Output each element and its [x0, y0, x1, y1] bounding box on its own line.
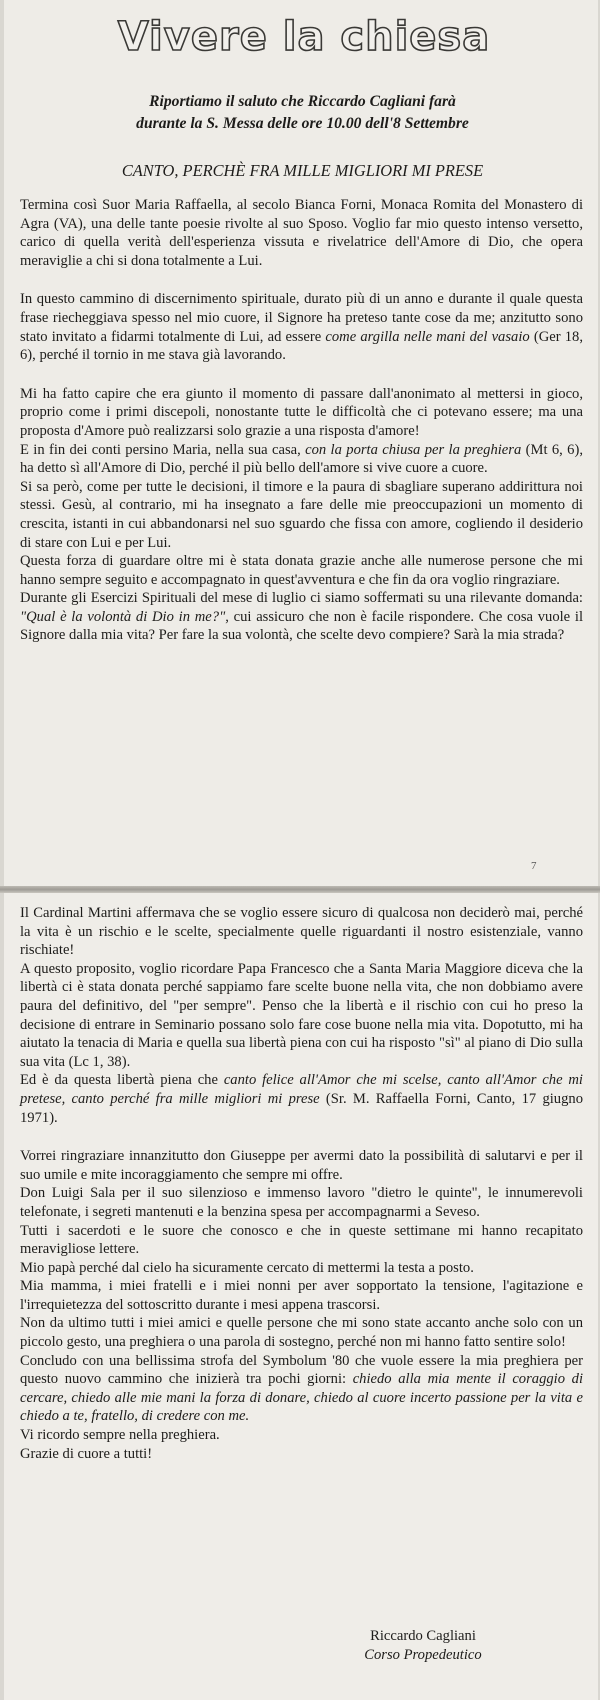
paragraph-2-quote: come argilla nelle mani del vasaio: [325, 328, 530, 345]
paragraph-10: [20, 1071, 583, 1127]
thanks-6: Non da ultimo tutti i miei amici e quelle persone che mi sono state accanto anche solo con un piccolo gesto, una preghiera o una parola di sostegno, perché non mi hanno fatto sentire solo!: [20, 1315, 583, 1351]
paragraph-2-text-end: (Ger 18, 6), perché il tornio in me stava già lavorando.: [20, 328, 583, 364]
page-number: 7: [531, 860, 537, 872]
paragraph-4-text: E in fin dei conti persino Maria, nella sua casa,: [20, 441, 306, 458]
article-top-body: [20, 196, 583, 645]
signature-role: Corso Propedeutico: [364, 1647, 482, 1663]
paragraph-10-quote: canto felice all'Amor che mi scelse, canto all'Amor che mi pretese, canto perché fra mille migliori mi prese: [20, 1072, 583, 1107]
article-title: CANTO, PERCHÈ FRA MILLE MIGLIORI MI PRESE: [121, 161, 484, 180]
paragraph-9: A questo proposito, voglio ricordare Papa Francesco che a Santa Maria Maggiore diceva che la libertà ci è stata donata perché sappiamo fare scelte buone nella vita, che non dobbiamo avere paura del definitivo, del "per sempre". Penso che la libertà e il rischio con cui ho preso la decisione di entrare in Seminario possano solo fare cose buone nella mia vita. Dopotutto, mi ha aiutato la tenacia di Maria e quella sua libertà piena con cui ha risposto "sì" al piano di Dio sulla sua vita (Lc 1, 38).: [20, 960, 583, 1070]
paragraph-10-text-end: (Sr. M. Raffaella Forni, Canto, 17 giugno 1971).: [20, 1090, 583, 1126]
paragraph-4: [20, 441, 583, 478]
paragraph-4-quote: con la porta chiusa per la preghiera: [305, 441, 522, 458]
paragraph-7-text-end: , cui assicuro che non è facile rispondere. Che cosa vuole il Signore dalla mia vita? Per fare la sua volontà, che scelte devo compiere? Sarà la mia strada?: [20, 608, 584, 644]
article-bottom-body: [20, 904, 583, 1463]
paragraph-8: Il Cardinal Martini affermava che se voglio essere sicuro di qualcosa non deciderò mai, perché la vita è un rischio e le scelte, specialmente quelle riguardanti il nostro esistenziale, vanno rischiate!: [20, 905, 583, 959]
intro-line-2: durante la S. Messa delle ore 10.00 dell'8 Settembre: [136, 115, 469, 132]
closing-line-2: Grazie di cuore a tutti!: [20, 1445, 153, 1462]
thanks-2: Don Luigi Sala per il suo silenzioso e immenso lavoro "dietro le quinte", le innumerevoli telefonate, i segreti mantenuti e la benzina spesa per accompagnarmi a Seveso.: [20, 1185, 583, 1220]
paragraph-7-quote: "Qual è la volontà di Dio in me?": [20, 608, 226, 625]
closing-paragraph: [20, 1352, 583, 1426]
intro-line-1: Riportiamo il saluto che Riccardo Cagliani farà: [149, 93, 456, 110]
paragraph-3: Mi ha fatto capire che era giunto il momento di passare dall'anonimato al mettersi in gioco, proprio come i primi discepoli, nonostante tutte le difficoltà che ci potevano essere; ma una proposta d'Amore può realizzarsi solo grazie a una risposta d'amore!: [20, 385, 583, 439]
paragraph-7-text: Durante gli Esercizi Spirituali del mese di luglio ci siamo soffermati su una rilevante domanda:: [20, 590, 583, 607]
paragraph-5: Si sa però, come per tutte le decisioni, il timore e la paura di sbagliare superano addirittura noi stessi. Gesù, al contrario, mi ha insegnato a fare delle mie preoccupazioni un momento di crescita, istanti in cui abbandonarsi nel suo sguardo che fissa con amore, cogliendo il desiderio di stare con Lui e per Lui.: [20, 478, 583, 551]
paragraph-1: Termina così Suor Maria Raffaella, al secolo Bianca Forni, Monaca Romita del Monastero di Agra (VA), una delle tante poesie rivolte al suo Sposo. Voglio far mio questo intenso versetto, carico di quella verità dell'esperienza vissuta e rivelatrice dell'Amore di Dio, che opera meraviglie a chi si dona totalmente a Lui.: [20, 197, 583, 269]
thanks-3: Tutti i sacerdoti e le suore che conosco e che in queste settimane mi hanno recapitato meravigliose lettere.: [20, 1222, 583, 1258]
signature: [338, 1627, 508, 1665]
thanks-1: Vorrei ringraziare innanzitutto don Giuseppe per avermi dato la possibilità di salutarvi e per il suo umile e mite incoraggiamento che sempre mi offre.: [20, 1148, 583, 1183]
thanks-4: Mio papà perché dal cielo ha sicuramente cercato di mettermi la testa a posto.: [20, 1259, 474, 1276]
symbolum-quote: chiedo alla mia mente il coraggio di cercare, chiedo alle mie mani la forza di donare, chiedo al cuore incerto passione per la vita e chiedo a te, fratello, di credere con me.: [20, 1371, 583, 1425]
signature-name: Riccardo Cagliani: [370, 1628, 476, 1644]
closing-line-1: Vi ricordo sempre nella preghiera.: [20, 1427, 220, 1444]
thanks-5: Mia mamma, i miei fratelli e i miei nonni per aver sopportato la tensione, l'agitazione e l'irrequietezza del sottoscritto durante i mesi appena trascorsi.: [20, 1278, 583, 1313]
paragraph-10-text: Ed è da questa libertà piena che: [20, 1072, 224, 1089]
page-fold: [0, 886, 600, 893]
closing-text: Concludo con una bellissima strofa del Symbolum '80 che vuole essere la mia preghiera per questo nuovo cammino che inizierà tra pochi giorni:: [20, 1352, 583, 1388]
intro-note: [40, 91, 565, 135]
masthead-title: Vivere la chiesa: [117, 14, 491, 60]
paragraph-4-text-end: (Mt 6, 6), ha detto sì all'Amore di Dio, perché il più bello dell'amore si vive cuore a cuore.: [20, 441, 583, 477]
paragraph-6: Questa forza di guardare oltre mi è stata donata grazie anche alle numerose persone che mi hanno sempre seguito e accompagnato in quest'avventura e che fin da ora voglio ringraziare.: [20, 553, 583, 588]
paragraph-7: [20, 589, 583, 645]
paragraph-2-text: In questo cammino di discernimento spirituale, durato più di un anno e durante il quale questa frase riecheggiava spesso nel mio cuore, il Signore ha preteso tante cose da me; anzitutto sono stato invitato a fidarmi totalmente di Lui, ad essere: [20, 291, 583, 345]
paragraph-2: [20, 290, 583, 364]
